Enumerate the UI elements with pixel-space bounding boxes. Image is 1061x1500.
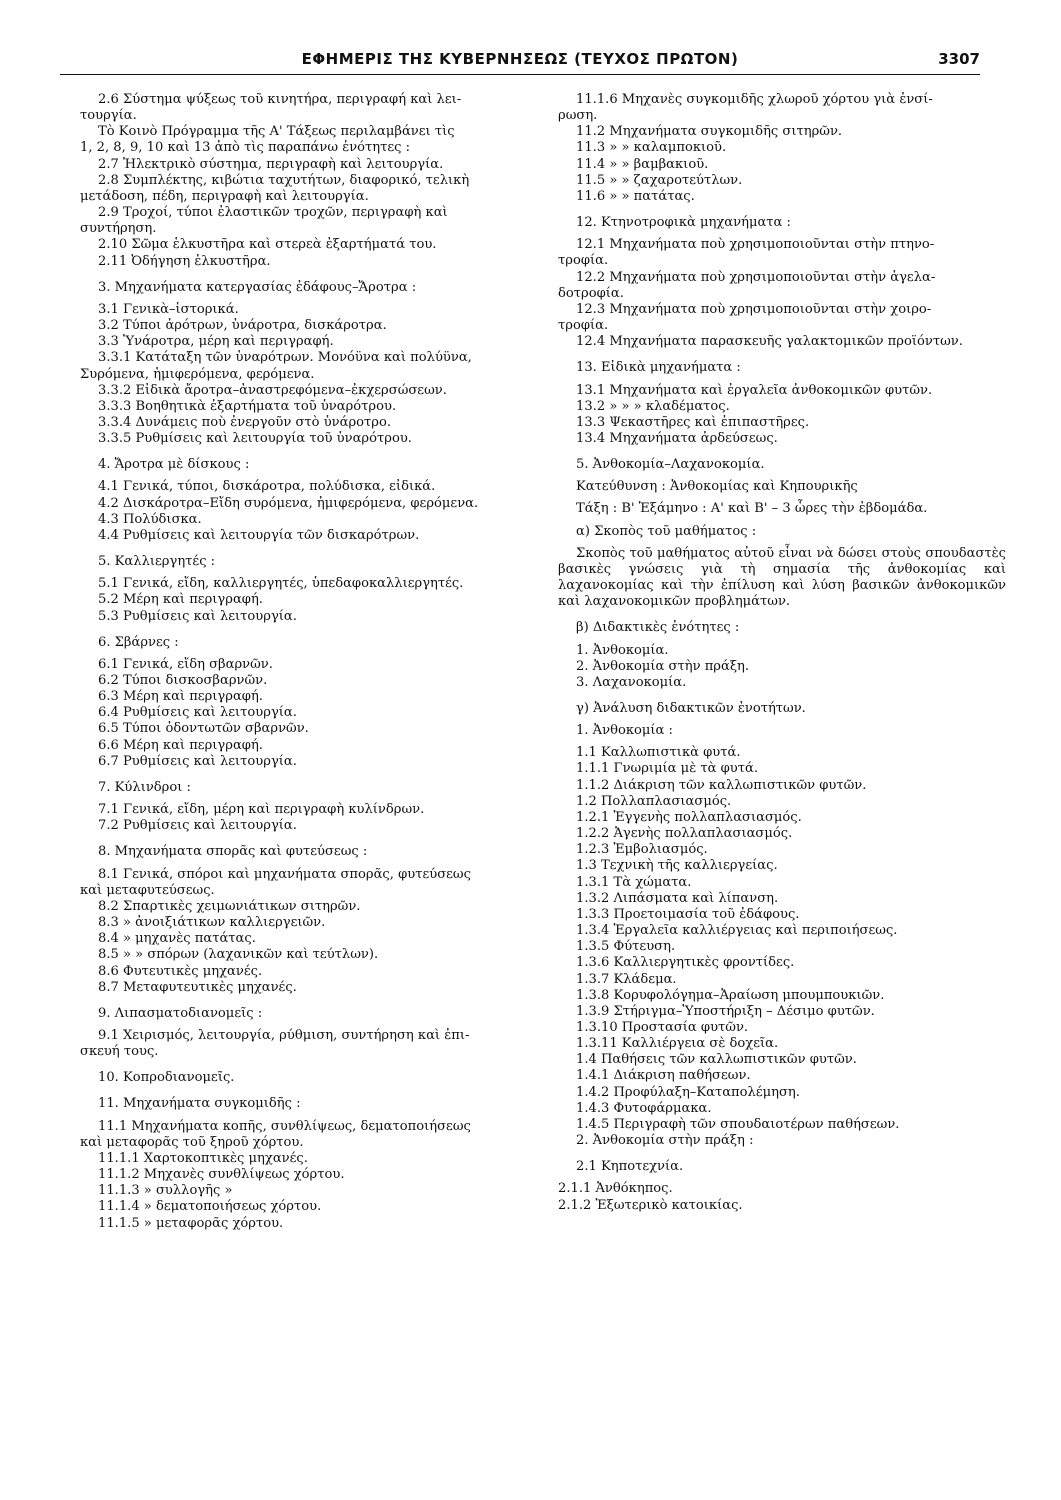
text-line: 8.6 Φυτευτικὲς μηχανές. [98,963,263,979]
text-line: 7.1 Γενικά, εἴδη, μέρη καὶ περιγραφὴ κυλίνδρων. [98,802,425,818]
text-line: 11.1.5 » μεταφορᾶς χόρτου. [98,1215,284,1231]
text-line: 3.3 Ὑνάροτρα, μέρη καὶ περιγραφή. [98,334,334,350]
text-line: 11.5 » » ζαχαροτεύτλων. [576,172,743,188]
text-line: 11.1 Μηχανήματα κοπῆς, συνθλίψεως, δεματοποιήσεως [98,1118,471,1134]
text-line: 2.9 Τροχοί, τύποι ἐλαστικῶν τροχῶν, περιγραφὴ καὶ [98,205,448,221]
text-line: 12.3 Μηχανήματα ποὺ χρησιμοποιοῦνται στὴν χοιρο- [576,301,932,317]
section-heading: γ) Ἀνάλυση διδακτικῶν ἑνοτήτων. [576,701,806,716]
text-line: 1.3.7 Κλάδεμα. [576,971,677,987]
text-line: 8.7 Μεταφυτευτικὲς μηχανές. [98,979,297,995]
text-line: 3.3.2 Εἰδικὰ ἄροτρα–ἀναστρεφόμενα–ἐκχερσώσεων. [98,382,447,398]
text-line: 11.1.2 Μηχανὲς συνθλίψεως χόρτου. [98,1167,345,1183]
gazette-title: ΕΦΗΜΕΡΙΣ ΤΗΣ ΚΥΒΕΡΝΗΣΕΩΣ (ΤΕΥΧΟΣ ΠΡΩΤΟΝ) [301,50,739,68]
text-line: 2.8 Συμπλέκτης, κιβώτια ταχυτήτων, διαφορικό, τελικὴ [98,172,470,188]
text-line: συντήρηση. [80,221,157,237]
text-line: 13.2 » » » κλαδέματος. [576,398,730,414]
text-line: 3.1 Γενικὰ–ἱστορικά. [98,301,239,317]
text-line: 3.2 Τύποι ἀρότρων, ὑνάροτρα, δισκάροτρα. [98,318,387,334]
text-line: 11.6 » » πατάτας. [576,188,695,204]
text-line: 6.1 Γενικά, εἴδη σβαρνῶν. [98,656,273,672]
text-line: 3.3.3 Βοηθητικὰ ἐξαρτήματα τοῦ ὑναρότρου. [98,398,397,414]
text-line: 11.1.4 » δεματοποιήσεως χόρτου. [98,1199,322,1215]
section-heading: 3. Μηχανήματα κατεργασίας ἐδάφους–Ἄροτρα : [98,279,417,295]
text-line: ρωση. [558,108,598,124]
text-line: 6.4 Ρυθμίσεις καὶ λειτουργία. [98,705,297,721]
text-line: 5.3 Ρυθμίσεις καὶ λειτουργία. [98,608,297,624]
text-line: 1.4.3 Φυτοφάρμακα. [576,1100,712,1116]
text-line: 13.1 Μηχανήματα καὶ ἐργαλεῖα ἀνθοκομικῶν φυτῶν. [576,382,933,398]
text-line: 11.4 » » βαμβακιοῦ. [576,156,709,172]
section-heading: 8. Μηχανήματα σπορᾶς καὶ φυτεύσεως : [98,844,368,860]
text-line: 11.1.6 Μηχανὲς συγκομιδῆς χλωροῦ χόρτου γιὰ ἐνσί- [576,92,933,107]
text-line: 6.6 Μέρη καὶ περιγραφή. [98,737,263,753]
text-line: 1.3.2 Λιπάσματα καὶ λίπανση. [576,890,779,906]
section-heading: 5. Καλλιεργητές : [98,554,216,570]
text-line: 9.1 Χειρισμός, λειτουργία, ρύθμιση, συντήρηση καὶ ἐπι- [98,1027,470,1043]
text-line: σκευή τους. [80,1044,159,1060]
right-column [558,92,1006,1214]
section-heading: 10. Κοπροδιανομεῖς. [98,1070,235,1086]
text-line: 4.1 Γενικά, τύποι, δισκάροτρα, πολύδισκα, εἰδικά. [98,479,436,495]
text-line: 2.10 Σῶμα ἑλκυστῆρα καὶ στερεὰ ἐξαρτήματά του. [98,237,437,253]
text-line: 2.1.1 Ἀνθόκηπος. [558,1181,673,1197]
text-line: 1.2 Πολλαπλασιασμός. [576,793,732,809]
text-line: 1.2.3 Ἐμβολιασμός. [576,842,708,858]
subject-heading: 5. Ἀνθοκομία–Λαχανοκομία. [576,457,765,473]
left-column [80,92,528,1232]
text-line: 2.1.2 Ἐξωτερικὸ κατοικίας. [558,1197,743,1213]
text-line: μετάδοση, πέδη, περιγραφὴ καὶ λειτουργία. [80,188,369,204]
text-line: τουργία. [80,108,137,124]
text-line: 2.6 Σύστημα ψύξεως τοῦ κινητήρα, περιγραφή καὶ λει- [98,92,462,107]
text-line: 2.7 Ἠλεκτρικὸ σύστημα, περιγραφὴ καὶ λειτουργία. [98,156,444,172]
text-line: δοτροφία. [558,285,624,301]
text-line: 3. Λαχανοκομία. [576,674,687,690]
text-line: 1. Ἀνθοκομία. [576,642,669,658]
text-line: 1.3.6 Καλλιεργητικὲς φροντίδες. [576,955,795,971]
text-line: 3.3.4 Δυνάμεις ποὺ ἐνεργοῦν στὸ ὑνάροτρο. [98,414,392,430]
text-line: 1.2.2 Ἀγενὴς πολλαπλασιασμός. [576,826,793,842]
text-line: 1.3.9 Στήριγμα–Ὑποστήριξη – Δέσιμο φυτῶν. [576,1003,875,1019]
text-line: 1.4.5 Περιγραφὴ τῶν σπουδαιοτέρων παθήσεων. [576,1116,900,1132]
text-line: 13.3 Ψεκαστῆρες καὶ ἐπιπαστῆρες. [576,414,810,430]
text-line: 12.4 Μηχανήματα παρασκευῆς γαλακτομικῶν προϊόντων. [576,334,963,350]
text-line: 11.1.1 Χαρτοκοπτικὲς μηχανές. [98,1150,308,1166]
text-line: 8.3 » ἀνοιξιάτικων καλλιεργειῶν. [98,915,326,931]
text-line: 1.3.5 Φύτευση. [576,939,676,955]
text-line: 4.3 Πολύδισκα. [98,511,202,527]
text-line: 5.1 Γενικά, εἴδη, καλλιεργητές, ὑπεδαφοκαλλιεργητές. [98,576,464,592]
section-heading: 4. Ἄροτρα μὲ δίσκους : [98,457,250,473]
text-line: 8.1 Γενικά, σπόροι καὶ μηχανήματα σπορᾶς, φυτεύσεως [98,866,471,882]
text-line: 1.2.1 Ἐγγενὴς πολλαπλασιασμός. [576,809,802,825]
text-line: 1.1.1 Γνωριμία μὲ τὰ φυτά. [576,761,759,777]
text-line: 1.4.2 Προφύλαξη–Καταπολέμηση. [576,1084,800,1100]
text-line: 8.4 » μηχανὲς πατάτας. [98,931,256,947]
text-line: 7.2 Ρυθμίσεις καὶ λειτουργία. [98,818,297,834]
section-heading: β) Διδακτικὲς ἑνότητες : [576,620,740,636]
text-line: 1.3.3 Προετοιμασία τοῦ ἐδάφους. [576,906,800,922]
text-line: 1.4 Παθήσεις τῶν καλλωπιστικῶν φυτῶν. [576,1052,857,1068]
class-line: Τάξη : Β' Ἑξάμηνο : Α' καὶ Β' – 3 ὧρες τὴν ἑβδομάδα. [576,501,928,517]
section-heading: 7. Κύλινδροι : [98,779,191,795]
text-line: 4.2 Δισκάροτρα–Εἴδη συρόμενα, ἡμιφερόμενα, φερόμενα. [98,495,479,511]
section-heading: 12. Κτηνοτροφικὰ μηχανήματα : [576,215,791,231]
section-heading: 6. Σβάρνες : [98,634,179,650]
text-line: τροφία. [558,253,609,269]
text-line: 1.3.8 Κορυφολόγημα–Ἀραίωση μπουμπουκιῶν. [576,987,885,1003]
section-heading: 9. Λιπασματοδιανομεῖς : [98,1005,263,1021]
text-line: 2. Ἀνθοκομία στὴν πράξη. [576,658,750,674]
text-line: 11.1.3 » συλλογῆς » [98,1183,233,1199]
text-line: 13.4 Μηχανήματα ἀρδεύσεως. [576,430,778,446]
text-line: 1.3.1 Τὰ χώματα. [576,874,692,890]
text-line: 1.1.2 Διάκριση τῶν καλλωπιστικῶν φυτῶν. [576,777,867,793]
text-line: 11.3 » » καλαμποκιοῦ. [576,140,727,156]
section-heading: 13. Εἰδικὰ μηχανήματα : [576,360,741,376]
page-header [60,44,980,75]
text-line: 12.2 Μηχανήματα ποὺ χρησιμοποιοῦνται στὴν ἀγελα- [576,269,936,285]
text-line: 3.3.1 Κατάταξη τῶν ὑναρότρων. Μονόϋνα καὶ πολύϋνα, [98,350,472,366]
text-line: 6.3 Μέρη καὶ περιγραφή. [98,689,263,705]
text-line: 4.4 Ρυθμίσεις καὶ λειτουργία τῶν δισκαρότρων. [98,527,420,543]
text-line: 6.7 Ρυθμίσεις καὶ λειτουργία. [98,753,297,769]
text-line: 1.3.11 Καλλιέργεια σὲ δοχεῖα. [576,1036,779,1052]
text-line: 1.1 Καλλωπιστικὰ φυτά. [576,745,741,761]
text-line: 1.3 Τεχνικὴ τῆς καλλιεργείας. [576,858,778,874]
section-heading: α) Σκοπὸς τοῦ μαθήματος : [576,523,757,539]
text-line: 6.2 Τύποι δισκοσβαρνῶν. [98,673,268,688]
text-line: 12.1 Μηχανήματα ποὺ χρησιμοποιοῦνται στὴν πτηνο- [576,237,935,253]
direction-line: Κατεύθυνση : Ἀνθοκομίας καὶ Κηπουρικῆς [576,479,858,495]
text-line: 1.3.4 Ἐργαλεῖα καλλιέργειας καὶ περιποιήσεως. [576,923,898,939]
section-heading: 1. Ἀνθοκομία : [576,723,673,739]
purpose-paragraph: Σκοπὸς τοῦ μαθήματος αὐτοῦ εἶναι νὰ δώσει στοὺς σπουδαστὲς βασικὲς γνώσεις γιὰ τὴ σημασία τῆς ἀνθοκομίας καὶ λαχανοκομίας καὶ τὴν ἐπίλυση καὶ λύση βασικῶν ἀνθοκομικῶν καὶ λαχανοκομικῶν προβλημάτων. [558,545,1006,610]
text-line: 2.11 Ὀδήγηση ἑλκυστῆρα. [98,253,271,269]
text-line: 3.3.5 Ρυθμίσεις καὶ λειτουργία τοῦ ὑναρότρου. [98,431,412,447]
text-line: Τὸ Κοινὸ Πρόγραμμα τῆς Α' Τάξεως περιλαμβάνει τὶς [98,124,455,140]
page-number: 3307 [938,50,980,68]
text-line: 6.5 Τύποι ὀδοντωτῶν σβαρνῶν. [98,721,309,737]
text-line: 11.2 Μηχανήματα συγκομιδῆς σιτηρῶν. [576,124,843,140]
text-line: 1, 2, 8, 9, 10 καὶ 13 ἀπὸ τὶς παραπάνω ἑνότητες : [80,140,411,156]
text-line: 8.2 Σπαρτικὲς χειμωνιάτικων σιτηρῶν. [98,898,361,914]
text-line: 2. Ἀνθοκομία στὴν πράξη : [576,1133,754,1149]
text-line: καὶ μεταφορᾶς τοῦ ξηροῦ χόρτου. [80,1134,304,1150]
section-heading: 11. Μηχανήματα συγκομιδῆς : [98,1096,301,1112]
text-line: 1.4.1 Διάκριση παθήσεων. [576,1068,751,1084]
text-line: τροφία. [558,318,609,334]
text-line: Συρόμενα, ἡμιφερόμενα, φερόμενα. [80,366,315,382]
text-line: 8.5 » » σπόρων (λαχανικῶν καὶ τεύτλων). [98,947,379,963]
text-line: καὶ μεταφυτεύσεως. [80,882,215,898]
text-line: 5.2 Μέρη καὶ περιγραφή. [98,592,263,608]
text-line: 1.3.10 Προστασία φυτῶν. [576,1019,749,1035]
section-heading: 2.1 Κηποτεχνία. [576,1159,684,1175]
